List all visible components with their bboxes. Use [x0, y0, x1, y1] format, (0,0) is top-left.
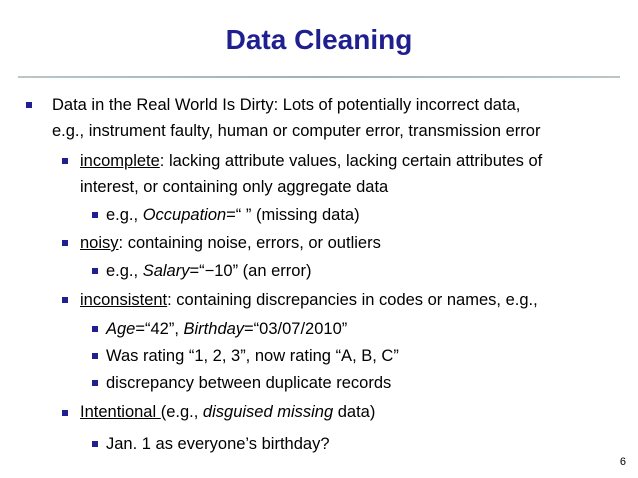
bullet-marker — [26, 102, 32, 108]
title-divider — [18, 76, 620, 78]
bullet-marker — [92, 326, 98, 332]
term-intentional: Intentional — [80, 403, 161, 421]
bullet-marker — [92, 353, 98, 359]
bullet-text: incomplete: lacking attribute values, lacking certain attributes of — [80, 152, 543, 170]
bullet-text: Age=“42”, Birthday=“03/07/2010” — [106, 320, 348, 338]
term-noisy: noisy — [80, 234, 119, 252]
bullet-marker — [92, 268, 98, 274]
bullet-text: e.g., Salary=“−10” (an error) — [106, 262, 312, 280]
bullet-marker — [92, 212, 98, 218]
bullet-marker — [92, 380, 98, 386]
bullet-marker — [62, 410, 68, 416]
slide-title: Data Cleaning — [225, 24, 413, 55]
bullet-text: Data in the Real World Is Dirty: Lots of potentially incorrect data, — [52, 96, 521, 114]
bullet-marker — [62, 240, 68, 246]
bullet-marker — [62, 158, 68, 164]
bullet-text: inconsistent: containing discrepancies in codes or names, e.g., — [80, 291, 538, 309]
bullet-marker — [92, 441, 98, 447]
bullet-text: interest, or containing only aggregate data — [80, 178, 389, 196]
bullet-text: e.g., instrument faulty, human or computer error, transmission error — [52, 122, 541, 140]
term-inconsistent: inconsistent — [80, 291, 168, 309]
bullet-text: discrepancy between duplicate records — [106, 374, 392, 392]
term-incomplete: incomplete — [80, 152, 160, 170]
bullet-text: Intentional (e.g., disguised missing data) — [80, 403, 376, 421]
bullet-text: Jan. 1 as everyone’s birthday? — [106, 435, 330, 453]
bullet-marker — [62, 297, 68, 303]
bullet-text: e.g., Occupation=“ ” (missing data) — [106, 206, 360, 224]
bullet-text: noisy: containing noise, errors, or outliers — [80, 234, 381, 252]
bullet-text: Was rating “1, 2, 3”, now rating “A, B, C” — [106, 347, 399, 365]
page-number: 6 — [619, 456, 626, 468]
